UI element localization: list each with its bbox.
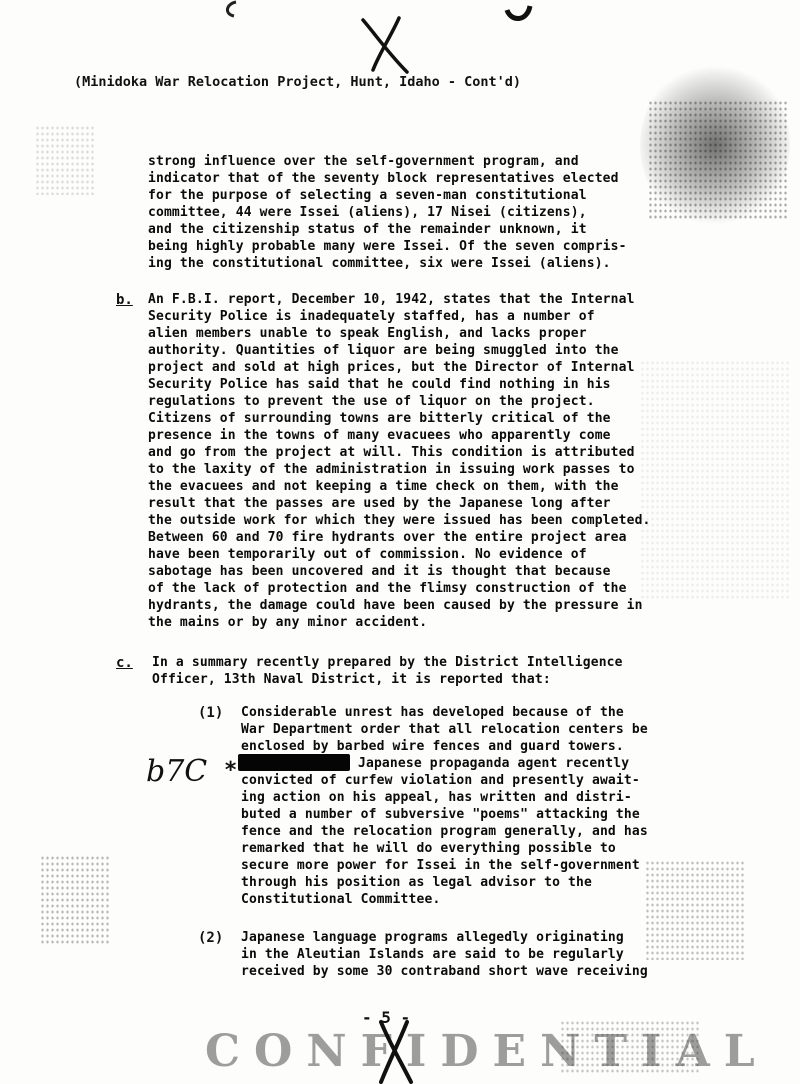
punch-hole-mark-right [503, 0, 533, 26]
text-line: for the purpose of selecting a seven-man constitutional [148, 188, 587, 203]
text-line: In a summary recently prepared by the District Intelligence [152, 655, 623, 670]
text-line: through his position as legal advisor to the [241, 875, 592, 890]
redaction-block [238, 754, 350, 771]
text-line: received by some 30 contraband short wave receiving [241, 964, 648, 979]
text-line: ing action on his appeal, has written and distri- [241, 790, 632, 805]
scan-grain-left-bottom [40, 855, 110, 945]
text-line: sabotage has been uncovered and it is thought that because [148, 564, 611, 579]
text-line: hydrants, the damage could have been caused by the pressure in [148, 598, 643, 613]
margin-handwritten-note: b7C [146, 754, 208, 789]
punch-hole-mark-left [218, 0, 242, 20]
text-line: the evacuees and not keeping a time check on them, with the [148, 479, 619, 494]
text-line: convicted of curfew violation and presently await- [241, 773, 640, 788]
classification-stamp: CONFIDENTIAL [205, 1026, 769, 1077]
text-line: alien members unable to speak English, and lacks proper [148, 326, 587, 341]
scan-grain-right-mid [640, 360, 790, 600]
page-number: - 5 - [362, 1008, 411, 1027]
document-header: (Minidoka War Relocation Project, Hunt, Idaho - Cont'd) [74, 74, 522, 90]
text-line: Japanese propaganda agent recently [358, 756, 630, 771]
asterisk-mark: * [224, 758, 238, 783]
text-line: An F.B.I. report, December 10, 1942, states that the Internal [148, 292, 635, 307]
scan-grain-left-top [35, 125, 95, 195]
paragraph-label-c: c. [116, 655, 133, 671]
text-line: ing the constitutional committee, six were Issei (aliens). [148, 256, 611, 271]
text-line: result that the passes are used by the Japanese long after [148, 496, 611, 511]
text-line: Japanese language programs allegedly originating [241, 930, 624, 945]
text-line: Between 60 and 70 fire hydrants over the entire project area [148, 530, 627, 545]
text-line: buted a number of subversive "poems" attacking the [241, 807, 640, 822]
text-line: Citizens of surrounding towns are bitterly critical of the [148, 411, 611, 426]
item-label-1: (1) [198, 705, 224, 721]
scan-grain-right [648, 100, 788, 220]
text-line: Security Police is inadequately staffed, has a number of [148, 309, 595, 324]
text-line: Considerable unrest has developed because of the [241, 705, 624, 720]
text-line: remarked that he will do everything possible to [241, 841, 616, 856]
text-line: indicator that of the seventy block representatives elected [148, 171, 619, 186]
text-line: Officer, 13th Naval District, it is reported that: [152, 672, 551, 687]
text-line: in the Aleutian Islands are said to be regularly [241, 947, 624, 962]
text-line: authority. Quantities of liquor are being smuggled into the [148, 343, 619, 358]
text-line: presence in the towns of many evacuees who apparently come [148, 428, 611, 443]
text-line: Security Police has said that he could find nothing in his [148, 377, 611, 392]
scan-grain-right-bottom [645, 860, 745, 960]
text-line: the outside work for which they were issued has been completed. [148, 513, 651, 528]
text-line: fence and the relocation program generally, and has [241, 824, 648, 839]
handwritten-x-mark-footer [375, 1018, 415, 1084]
item-label-2: (2) [198, 930, 224, 946]
paragraph-label-b: b. [116, 292, 133, 308]
text-line: project and sold at high prices, but the Director of Internal [148, 360, 635, 375]
text-line: regulations to prevent the use of liquor on the project. [148, 394, 595, 409]
text-line: the mains or by any minor accident. [148, 615, 428, 630]
text-line: enclosed by barbed wire fences and guard towers. [241, 739, 624, 754]
text-line: and the citizenship status of the remainder unknown, it [148, 222, 587, 237]
text-line: of the lack of protection and the flimsy construction of the [148, 581, 627, 596]
text-line: strong influence over the self-government program, and [148, 154, 579, 169]
text-line: War Department order that all relocation centers be [241, 722, 648, 737]
text-line: secure more power for Issei in the self-government [241, 858, 640, 873]
text-line: being highly probable many were Issei. Of the seven compris- [148, 239, 627, 254]
text-line: committee, 44 were Issei (aliens), 17 Nisei (citizens), [148, 205, 587, 220]
text-line: Constitutional Committee. [241, 892, 441, 907]
text-line: to the laxity of the administration in issuing work passes to [148, 462, 635, 477]
text-line: and go from the project at will. This condition is attributed [148, 445, 635, 460]
handwritten-x-mark [355, 14, 415, 76]
text-line: have been temporarily out of commission. No evidence of [148, 547, 587, 562]
